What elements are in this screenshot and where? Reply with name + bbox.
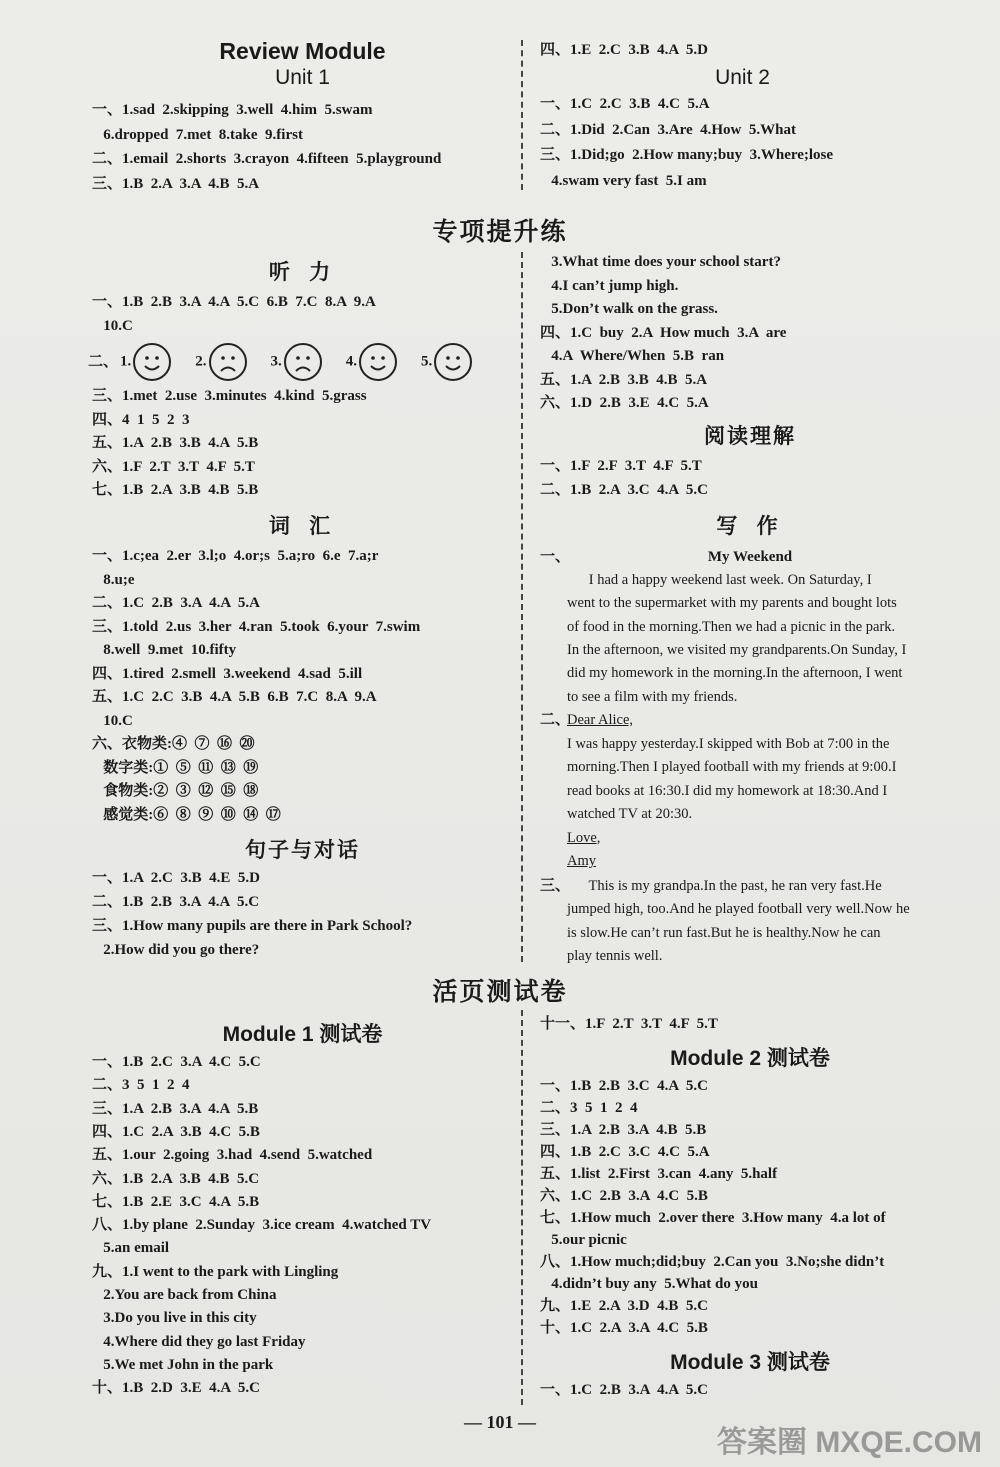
answer-line: to see a film with my friends. <box>567 688 738 705</box>
answer-number: 5. <box>421 353 433 370</box>
watermark-logo: 答案圈 MXQE.COM <box>716 1426 982 1459</box>
answer-line: 二、1.Did 2.Can 3.Are 4.How 5.What <box>540 121 796 138</box>
answer-line: 一、1.F 2.F 3.T 4.F 5.T <box>540 458 702 474</box>
answer-line: This is my grandpa.In the past, he ran very fast.He <box>567 878 882 894</box>
answer-line: morning.Then I played football with my friends at 9:00.I <box>567 759 897 775</box>
essay-title: My Weekend <box>707 549 793 565</box>
answer-line: 八、1.by plane 2.Sunday 3.ice cream 4.watched TV <box>92 1217 432 1234</box>
answer-line: 食物类:② ③ ⑫ ⑮ ⑱ <box>92 783 259 799</box>
answer-line: 一、1.C 2.C 3.B 4.C 5.A <box>540 96 710 112</box>
answer-line: 8.well 9.met 10.fifty <box>92 642 237 658</box>
answer-line: 4.Where did they go last Friday <box>92 1333 306 1350</box>
answer-line: 5.an email <box>92 1240 170 1257</box>
answer-line: 4.A Where/When 5.B ran <box>540 348 725 364</box>
answer-line: 10.C <box>92 317 133 334</box>
answer-line: 二、1.B 2.A 3.C 4.A 5.C <box>540 481 708 498</box>
answer-line: 七、1.B 2.E 3.C 4.A 5.B <box>92 1193 260 1210</box>
answer-line: 三、1.B 2.A 3.A 4.B 5.A <box>92 175 260 192</box>
heading-writing: 写 作 <box>716 514 784 538</box>
answer-line: 四、4 1 5 2 3 <box>92 411 190 428</box>
answer-line: 六、衣物类:④ ⑦ ⑯ ⑳ <box>92 736 255 752</box>
heading-reading: 阅读理解 <box>704 424 796 448</box>
answer-line: 3.Do you live in this city <box>92 1310 257 1327</box>
answer-line: jumped high, too.And he played football very well.Now he <box>567 901 910 918</box>
answer-line: 二、1.C 2.B 3.A 4.A 5.A <box>92 595 260 611</box>
answer-line: 5.We met John in the park <box>92 1356 274 1373</box>
answer-line: 二、3 5 1 2 4 <box>92 1077 190 1094</box>
answer-line: I was happy yesterday.I skipped with Bob at 7:00 in the <box>567 735 890 752</box>
answer-line: 三、1.A 2.B 3.A 4.A 5.B <box>92 1100 259 1117</box>
answer-line: 二、1.email 2.shorts 3.crayon 4.fifteen 5.playground <box>92 151 442 167</box>
answer-line: In the afternoon, we visited my grandparents.On Sunday, I <box>567 641 907 658</box>
sad-face-icon <box>209 343 247 381</box>
answer-line: 三、1.A 2.B 3.A 4.B 5.B <box>540 1122 707 1138</box>
answer-line: 十一、1.F 2.T 3.T 4.F 5.T <box>540 1016 718 1032</box>
answer-line: Dear Alice, <box>567 712 634 728</box>
smiley-face-icon <box>133 343 171 381</box>
answer-line: 2.How did you go there? <box>92 942 260 958</box>
answer-line: 4.swam very fast 5.I am <box>540 172 707 189</box>
answer-line: 六、1.B 2.A 3.B 4.B 5.C <box>92 1170 260 1187</box>
answer-line: 5.Don’t walk on the grass. <box>540 301 718 317</box>
answer-line: 五、1.A 2.B 3.B 4.B 5.A <box>540 371 708 388</box>
answer-line: 一、1.c;ea 2.er 3.l;o 4.or;s 5.a;ro 6.e 7.a;r <box>92 548 379 564</box>
answer-line: 一、1.C 2.B 3.A 4.A 5.C <box>540 1382 708 1398</box>
heading-listening: 听 力 <box>268 260 337 284</box>
answer-line: Love, <box>567 829 601 846</box>
answer-line: Amy <box>567 853 596 869</box>
writing-label-2: 二、 <box>540 712 571 728</box>
answer-number: 1. <box>120 353 132 370</box>
answer-number: 3. <box>270 353 282 370</box>
writing-label-1: 一、 <box>540 549 571 565</box>
answer-line: of food in the morning.Then we had a picnic in the park. <box>567 618 896 635</box>
answer-line: 5.our picnic <box>540 1232 627 1248</box>
face-answer-row <box>88 343 496 383</box>
answer-line: 三、1.Did;go 2.How many;buy 3.Where;lose <box>540 147 834 163</box>
answer-line: 三、1.How many pupils are there in Park School? <box>92 918 413 934</box>
column-divider <box>521 252 523 962</box>
answer-line: 二、1.B 2.B 3.A 4.A 5.C <box>92 894 260 910</box>
answer-line: 九、1.E 2.A 3.D 4.B 5.C <box>540 1298 708 1314</box>
answer-line: I had a happy weekend last week. On Saturday, I <box>567 572 872 588</box>
answer-number: 4. <box>345 353 358 370</box>
answer-line: 一、1.B 2.B 3.A 4.A 5.C 6.B 7.C 8.A 9.A <box>92 294 376 310</box>
answer-line: 6.dropped 7.met 8.take 9.first <box>92 126 303 143</box>
heading-module-1: Module 1 测试卷 <box>222 1023 383 1046</box>
answer-line: 六、1.C 2.B 3.A 4.C 5.B <box>540 1188 708 1204</box>
answer-number: 2. <box>195 353 207 370</box>
answer-line: 六、1.F 2.T 3.T 4.F 5.T <box>92 458 255 475</box>
heading-unit-1: Unit 1 <box>275 66 330 89</box>
heading-module-3: Module 3 测试卷 <box>670 1351 830 1374</box>
answer-line: 8.u;e <box>92 571 135 588</box>
answer-line: 4.I can’t jump high. <box>540 277 679 294</box>
answer-line: 一、1.A 2.C 3.B 4.E 5.D <box>92 870 260 886</box>
answer-line: 八、1.How much;did;buy 2.Can you 3.No;she didn’t <box>540 1254 885 1270</box>
answer-line: 一、1.B 2.B 3.C 4.A 5.C <box>540 1078 708 1094</box>
answer-line: 七、1.How much 2.over there 3.How many 4.a lot of <box>540 1210 886 1226</box>
heading-module-2: Module 2 测试卷 <box>670 1047 830 1070</box>
answer-line: 五、1.list 2.First 3.can 4.any 5.half <box>540 1166 778 1182</box>
column-divider <box>521 40 523 190</box>
answer-line: 数字类:① ⑤ ⑪ ⑬ ⑲ <box>92 759 259 776</box>
answer-line: 三、1.met 2.use 3.minutes 4.kind 5.grass <box>92 388 367 404</box>
answer-line: 四、1.C buy 2.A How much 3.A are <box>540 324 787 341</box>
answer-line: 四、1.B 2.C 3.C 4.C 5.A <box>540 1144 710 1160</box>
writing-label-3: 三、 <box>540 878 571 894</box>
section-title-special-practice: 专项提升练 <box>432 217 568 246</box>
answer-line: 感觉类:⑥ ⑧ ⑨ ⑩ ⑭ ⑰ <box>92 806 281 823</box>
answer-line: 一、1.B 2.C 3.A 4.C 5.C <box>92 1054 261 1070</box>
answer-line: 四、1.C 2.A 3.B 4.C 5.B <box>92 1123 260 1140</box>
answer-line: 六、1.D 2.B 3.E 4.C 5.A <box>540 395 709 411</box>
answer-line: watched TV at 20:30. <box>567 806 693 822</box>
smiley-face-icon <box>434 343 472 381</box>
answer-line: 五、1.A 2.B 3.B 4.A 5.B <box>92 435 259 451</box>
answer-line: did my homework in the morning.In the afternoon, I went <box>567 665 903 682</box>
answer-line: 四、1.tired 2.smell 3.weekend 4.sad 5.ill <box>92 665 363 682</box>
column-divider <box>521 1010 523 1405</box>
answer-line: 三、1.told 2.us 3.her 4.ran 5.took 6.your 7.swim <box>92 618 421 635</box>
answer-number: 二、 <box>88 353 119 370</box>
page-number: — 101 — <box>464 1412 536 1432</box>
answer-line: 十、1.B 2.D 3.E 4.A 5.C <box>92 1380 260 1397</box>
answer-line: 3.What time does your school start? <box>540 254 781 270</box>
answer-line: 五、1.our 2.going 3.had 4.send 5.watched <box>92 1147 373 1164</box>
answer-line: 五、1.C 2.C 3.B 4.A 5.B 6.B 7.C 8.A 9.A <box>92 689 377 705</box>
answer-line: 4.didn’t buy any 5.What do you <box>540 1276 758 1292</box>
answer-line: 10.C <box>92 712 133 729</box>
heading-sentence-dialogue: 句子与对话 <box>245 838 360 862</box>
smiley-face-icon <box>359 343 397 381</box>
answer-line: 四、1.E 2.C 3.B 4.A 5.D <box>540 42 708 58</box>
heading-unit-2: Unit 2 <box>715 66 770 89</box>
answer-line: 2.You are back from China <box>92 1287 277 1303</box>
answer-line: 七、1.B 2.A 3.B 4.B 5.B <box>92 482 259 498</box>
answer-line: play tennis well. <box>567 947 663 964</box>
answer-line: 九、1.I went to the park with Lingling <box>92 1263 339 1280</box>
answer-line: read books at 16:30.I did my homework at 18:30.And I <box>567 782 888 799</box>
section-title-test-papers: 活页测试卷 <box>432 977 568 1006</box>
heading-vocabulary: 词 汇 <box>268 514 337 538</box>
answer-line: 一、1.sad 2.skipping 3.well 4.him 5.swam <box>92 102 373 118</box>
answer-line: is slow.He can’t run fast.But he is healthy.Now he can <box>567 924 881 941</box>
sad-face-icon <box>284 343 322 381</box>
answer-line: 二、3 5 1 2 4 <box>540 1100 638 1116</box>
answer-line: 十、1.C 2.A 3.A 4.C 5.B <box>540 1320 708 1336</box>
answer-line: went to the supermarket with my parents and bought lots <box>567 595 897 612</box>
heading-review-module: Review Module <box>219 38 386 64</box>
